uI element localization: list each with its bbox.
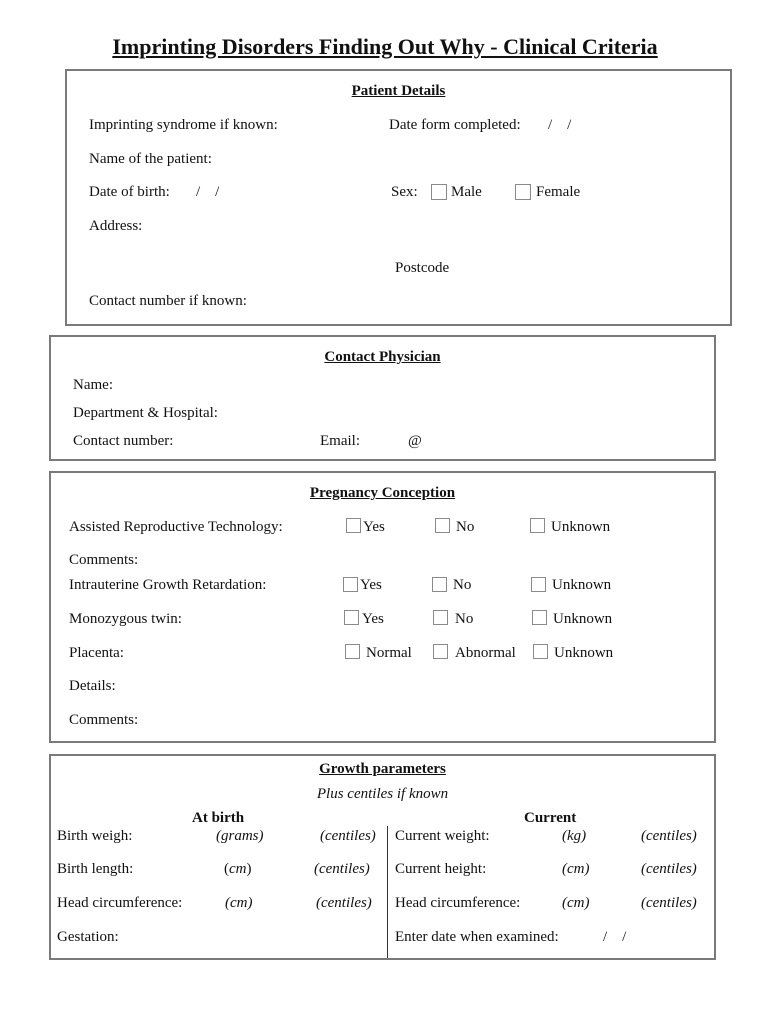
birth-length-unit: (cm) <box>224 861 252 877</box>
art-yes-label: Yes <box>363 519 385 535</box>
birth-head-circ-unit: (cm) <box>225 895 253 911</box>
address-label: Address: <box>89 218 143 234</box>
twin-no-checkbox[interactable] <box>433 610 448 625</box>
birth-length-label: Birth length: <box>57 861 134 877</box>
postcode-label: Postcode <box>395 260 450 276</box>
page-title: Imprinting Disorders Finding Out Why - Clinical Criteria <box>112 34 658 59</box>
comments-label-2: Comments: <box>69 712 139 728</box>
female-checkbox[interactable] <box>515 184 531 200</box>
current-height-label: Current height: <box>395 861 487 877</box>
sex-label: Sex: <box>391 184 418 200</box>
art-no-checkbox[interactable] <box>435 518 450 533</box>
date-completed-value[interactable]: / / <box>548 117 572 133</box>
art-label: Assisted Reproductive Technology: <box>69 519 283 535</box>
twin-unknown-label: Unknown <box>553 611 613 627</box>
placenta-unknown-checkbox[interactable] <box>533 644 548 659</box>
syndrome-label: Imprinting syndrome if known: <box>89 117 278 133</box>
twin-unknown-checkbox[interactable] <box>532 610 547 625</box>
male-checkbox[interactable] <box>431 184 447 200</box>
email-label: Email: <box>320 433 360 449</box>
female-label: Female <box>536 184 581 200</box>
art-unknown-checkbox[interactable] <box>530 518 545 533</box>
iugr-yes-label: Yes <box>360 577 382 593</box>
iugr-label: Intrauterine Growth Retardation: <box>69 577 267 593</box>
dob-label: Date of birth: <box>89 184 170 200</box>
birth-head-circ-label: Head circumference: <box>57 895 183 911</box>
placenta-normal-label: Normal <box>366 645 412 661</box>
dob-value[interactable]: / / <box>196 184 220 200</box>
gestation-label: Gestation: <box>57 929 119 945</box>
placenta-normal-checkbox[interactable] <box>345 644 360 659</box>
physician-contact-label: Contact number: <box>73 433 174 449</box>
iugr-yes-checkbox[interactable] <box>343 577 358 592</box>
growth-subheading: Plus centiles if known <box>316 786 449 802</box>
twin-no-label: No <box>455 611 474 627</box>
details-label: Details: <box>69 678 116 694</box>
placenta-label: Placenta: <box>69 645 124 661</box>
physician-name-label: Name: <box>73 377 113 393</box>
iugr-unknown-label: Unknown <box>552 577 612 593</box>
current-weight-label: Current weight: <box>395 828 490 844</box>
birth-head-circ-centiles: (centiles) <box>316 895 372 911</box>
patient-details-heading: Patient Details <box>351 83 446 99</box>
at-birth-heading: At birth <box>192 810 245 826</box>
department-label: Department & Hospital: <box>73 405 218 421</box>
current-head-circ-label: Head circumference: <box>395 895 521 911</box>
email-at[interactable]: @ <box>408 433 422 449</box>
birth-length-unit-text: cm <box>229 861 247 877</box>
birth-weight-label: Birth weigh: <box>57 828 133 844</box>
art-no-label: No <box>456 519 475 535</box>
contact-physician-heading: Contact Physician <box>324 349 441 365</box>
patient-name-label: Name of the patient: <box>89 151 212 167</box>
current-height-unit: (cm) <box>562 861 590 877</box>
current-weight-unit: (kg) <box>562 828 587 844</box>
pregnancy-conception-section <box>49 471 716 743</box>
current-weight-centiles: (centiles) <box>641 828 697 844</box>
current-height-centiles: (centiles) <box>641 861 697 877</box>
date-examined-label: Enter date when examined: <box>395 929 559 945</box>
patient-contact-label: Contact number if known: <box>89 293 247 309</box>
current-heading: Current <box>524 810 577 826</box>
birth-weight-unit: (grams) <box>216 828 264 844</box>
iugr-no-checkbox[interactable] <box>432 577 447 592</box>
current-head-circ-centiles: (centiles) <box>641 895 697 911</box>
twin-yes-label: Yes <box>362 611 384 627</box>
comments-label-1: Comments: <box>69 552 139 568</box>
art-unknown-label: Unknown <box>551 519 611 535</box>
placenta-abnormal-label: Abnormal <box>455 645 516 661</box>
art-yes-checkbox[interactable] <box>346 518 361 533</box>
growth-parameters-heading: Growth parameters <box>319 761 446 777</box>
pregnancy-conception-heading: Pregnancy Conception <box>309 485 456 501</box>
iugr-no-label: No <box>453 577 472 593</box>
birth-length-centiles: (centiles) <box>314 861 370 877</box>
placenta-unknown-label: Unknown <box>554 645 614 661</box>
date-completed-label: Date form completed: <box>389 117 521 133</box>
male-label: Male <box>451 184 482 200</box>
growth-column-divider <box>387 826 388 958</box>
placenta-abnormal-checkbox[interactable] <box>433 644 448 659</box>
twin-label: Monozygous twin: <box>69 611 182 627</box>
birth-weight-centiles: (centiles) <box>320 828 376 844</box>
iugr-unknown-checkbox[interactable] <box>531 577 546 592</box>
date-examined-value[interactable]: / / <box>603 929 627 945</box>
twin-yes-checkbox[interactable] <box>344 610 359 625</box>
current-head-circ-unit: (cm) <box>562 895 590 911</box>
